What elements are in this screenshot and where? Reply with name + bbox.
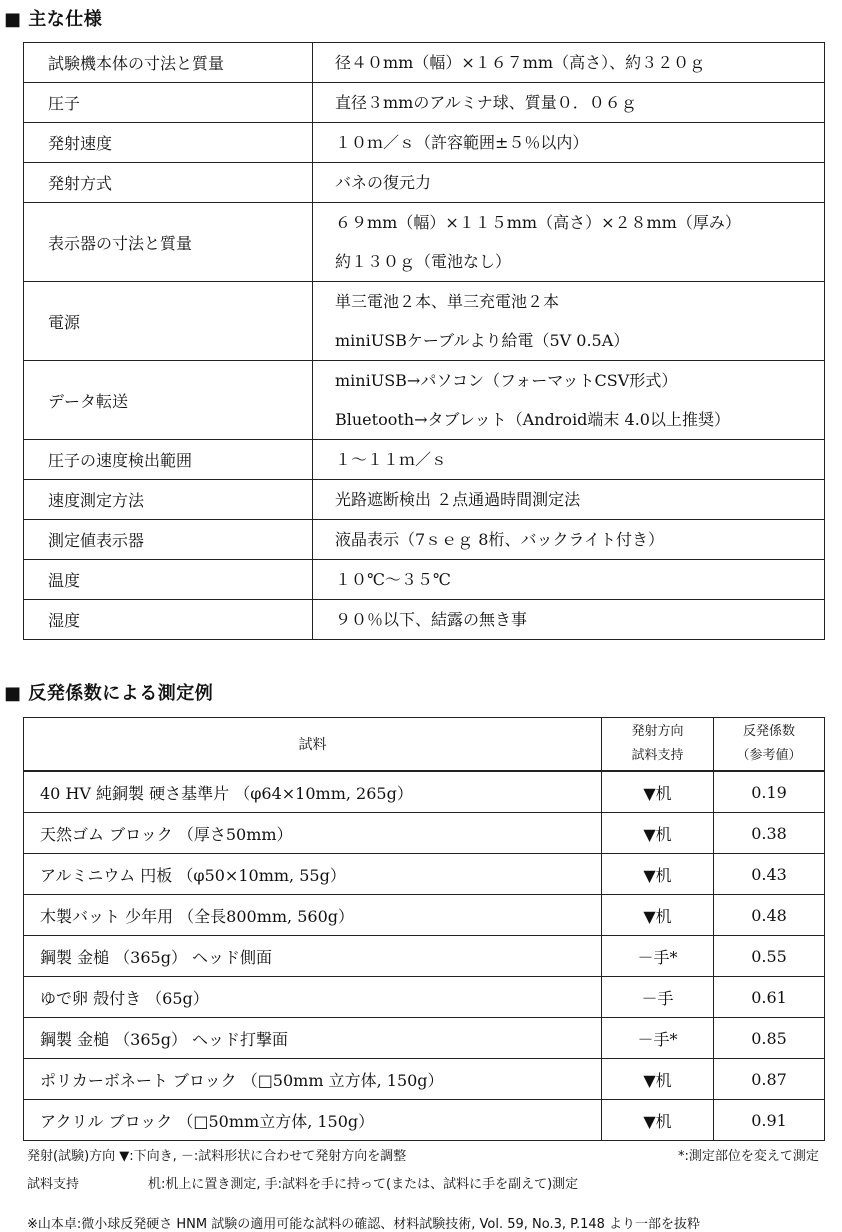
spec-row — [24, 480, 825, 520]
sample-cell: アクリル ブロック （□50mm立方体, 150g） — [24, 1100, 602, 1141]
sample-cell: ゆで卵 殻付き （65g） — [24, 977, 602, 1018]
direction-cell: －手 — [602, 977, 714, 1018]
spec-label: 圧子 — [24, 83, 313, 123]
rebound-section-title: ■ 反発係数による測定例 — [4, 683, 214, 704]
spec-table — [23, 42, 825, 640]
spec-row — [24, 600, 825, 640]
spec-value — [313, 600, 825, 640]
coefficient-cell: 0.85 — [714, 1018, 825, 1059]
sample-cell: 40 HV 純銅製 硬さ基準片 （φ64×10mm, 265g） — [24, 771, 602, 813]
rebound-row — [24, 771, 825, 813]
spec-row — [24, 43, 825, 83]
rebound-row — [24, 854, 825, 895]
spec-value-line: 径４０mm（幅）×１６７mm（高さ）、約３２０ｇ — [335, 53, 706, 72]
spec-value-line: バネの復元力 — [335, 173, 432, 192]
direction-legend: 発射(試験)方向 ▼:下向き, －:試料形状に合わせて発射方向を調整 — [27, 1149, 407, 1164]
sample-cell: ポリカーボネート ブロック （□50mm 立方体, 150g） — [24, 1059, 602, 1100]
rebound-row — [24, 1018, 825, 1059]
spec-row — [24, 361, 825, 440]
support-legend-text: 机:机上に置き測定, 手:試料を手に持って(または、試料に手を副えて)測定 — [148, 1177, 579, 1192]
direction-cell: ▼机 — [602, 771, 714, 813]
direction-cell: ▼机 — [602, 1100, 714, 1141]
spec-label: 温度 — [24, 560, 313, 600]
header-coef-line1: 反発係数 — [742, 724, 795, 739]
sample-cell: 木製バット 少年用 （全長800mm, 560g） — [24, 895, 602, 936]
citation: ※山本卓:微小球反発硬さ HNM 試験の適用可能な試料の確認、材料試験技術, Vol. 59, No.3, P.148 より一部を抜粋 — [27, 1217, 701, 1232]
spec-label: 発射速度 — [24, 123, 313, 163]
header-direction-line2: 試料支持 — [631, 748, 684, 763]
sample-cell: アルミニウム 円板 （φ50×10mm, 55g） — [24, 854, 602, 895]
header-direction-line1: 発射方向 — [631, 724, 684, 739]
spec-label: 湿度 — [24, 600, 313, 640]
spec-value-line: １０℃～３５℃ — [335, 570, 451, 589]
coefficient-cell: 0.38 — [714, 813, 825, 854]
spec-value — [313, 440, 825, 480]
sample-cell: 鋼製 金槌 （365g） ヘッド打撃面 — [24, 1018, 602, 1059]
spec-value-line: 液晶表示（7ｓｅｇ 8桁、バックライト付き） — [335, 530, 664, 549]
direction-cell: ▼机 — [602, 813, 714, 854]
spec-value-line: Bluetooth→タブレット（Android端末 4.0以上推奨） — [335, 410, 730, 429]
spec-label: 速度測定方法 — [24, 480, 313, 520]
spec-value-line: 約１３０ｇ（電池なし） — [335, 252, 512, 271]
coefficient-cell: 0.19 — [714, 771, 825, 813]
spec-value-line: １～１１ｍ／ｓ — [335, 450, 448, 469]
direction-cell: ▼机 — [602, 895, 714, 936]
spec-row — [24, 83, 825, 123]
rebound-row — [24, 1100, 825, 1141]
spec-label: 表示器の寸法と質量 — [24, 203, 313, 282]
spec-row — [24, 123, 825, 163]
spec-row — [24, 282, 825, 361]
direction-cell: －手* — [602, 1018, 714, 1059]
spec-value-line: 光路遮断検出 ２点通過時間測定法 — [335, 490, 581, 509]
spec-section-title: ■ 主な仕様 — [4, 9, 103, 30]
coefficient-cell: 0.43 — [714, 854, 825, 895]
spec-value-line: miniUSBケーブルより給電（5V 0.5A） — [335, 331, 630, 350]
coefficient-cell: 0.91 — [714, 1100, 825, 1141]
spec-value-line: １０ｍ／ｓ（許容範囲±５％以内） — [335, 133, 589, 152]
spec-row — [24, 440, 825, 480]
spec-row — [24, 163, 825, 203]
spec-value-line: 直径３mmのアルミナ球、質量０．０６ｇ — [335, 93, 637, 112]
spec-value — [313, 520, 825, 560]
sample-cell: 天然ゴム ブロック （厚さ50mm） — [24, 813, 602, 854]
header-coefficient — [714, 718, 825, 772]
spec-label: 発射方式 — [24, 163, 313, 203]
spec-value — [313, 282, 825, 361]
spec-label: 圧子の速度検出範囲 — [24, 440, 313, 480]
spec-label: 測定値表示器 — [24, 520, 313, 560]
support-legend-label: 試料支持 — [27, 1177, 80, 1192]
coefficient-cell: 0.55 — [714, 936, 825, 977]
spec-label: 試験機本体の寸法と質量 — [24, 43, 313, 83]
sample-cell: 鋼製 金槌 （365g） ヘッド側面 — [24, 936, 602, 977]
rebound-row — [24, 1059, 825, 1100]
coefficient-cell: 0.61 — [714, 977, 825, 1018]
header-coef-line2: （参考値） — [736, 748, 802, 763]
header-sample: 試料 — [24, 718, 602, 772]
spec-value — [313, 83, 825, 123]
direction-cell: ▼机 — [602, 854, 714, 895]
rebound-row — [24, 977, 825, 1018]
spec-value-line: miniUSB→パソコン（フォーマットCSV形式） — [335, 371, 678, 390]
direction-cell: －手* — [602, 936, 714, 977]
spec-value — [313, 163, 825, 203]
spec-value-line: ９０％以下、結露の無き事 — [335, 610, 528, 629]
spec-value-line: 単三電池２本、単三充電池２本 — [335, 292, 560, 311]
spec-value — [313, 361, 825, 440]
spec-value — [313, 480, 825, 520]
spec-value — [313, 203, 825, 282]
spec-value — [313, 43, 825, 83]
header-direction — [602, 718, 714, 772]
spec-value — [313, 560, 825, 600]
direction-cell: ▼机 — [602, 1059, 714, 1100]
coefficient-cell: 0.87 — [714, 1059, 825, 1100]
rebound-row — [24, 936, 825, 977]
spec-label: 電源 — [24, 282, 313, 361]
spec-row — [24, 520, 825, 560]
spec-label: データ転送 — [24, 361, 313, 440]
spec-value — [313, 123, 825, 163]
rebound-row — [24, 813, 825, 854]
coefficient-cell: 0.48 — [714, 895, 825, 936]
rebound-table — [23, 717, 825, 1141]
spec-value-line: ６９mm（幅）×１１５mm（高さ）×２８mm（厚み） — [335, 213, 741, 232]
spec-row — [24, 203, 825, 282]
asterisk-note: *:測定部位を変えて測定 — [678, 1149, 819, 1164]
spec-row — [24, 560, 825, 600]
rebound-row — [24, 895, 825, 936]
